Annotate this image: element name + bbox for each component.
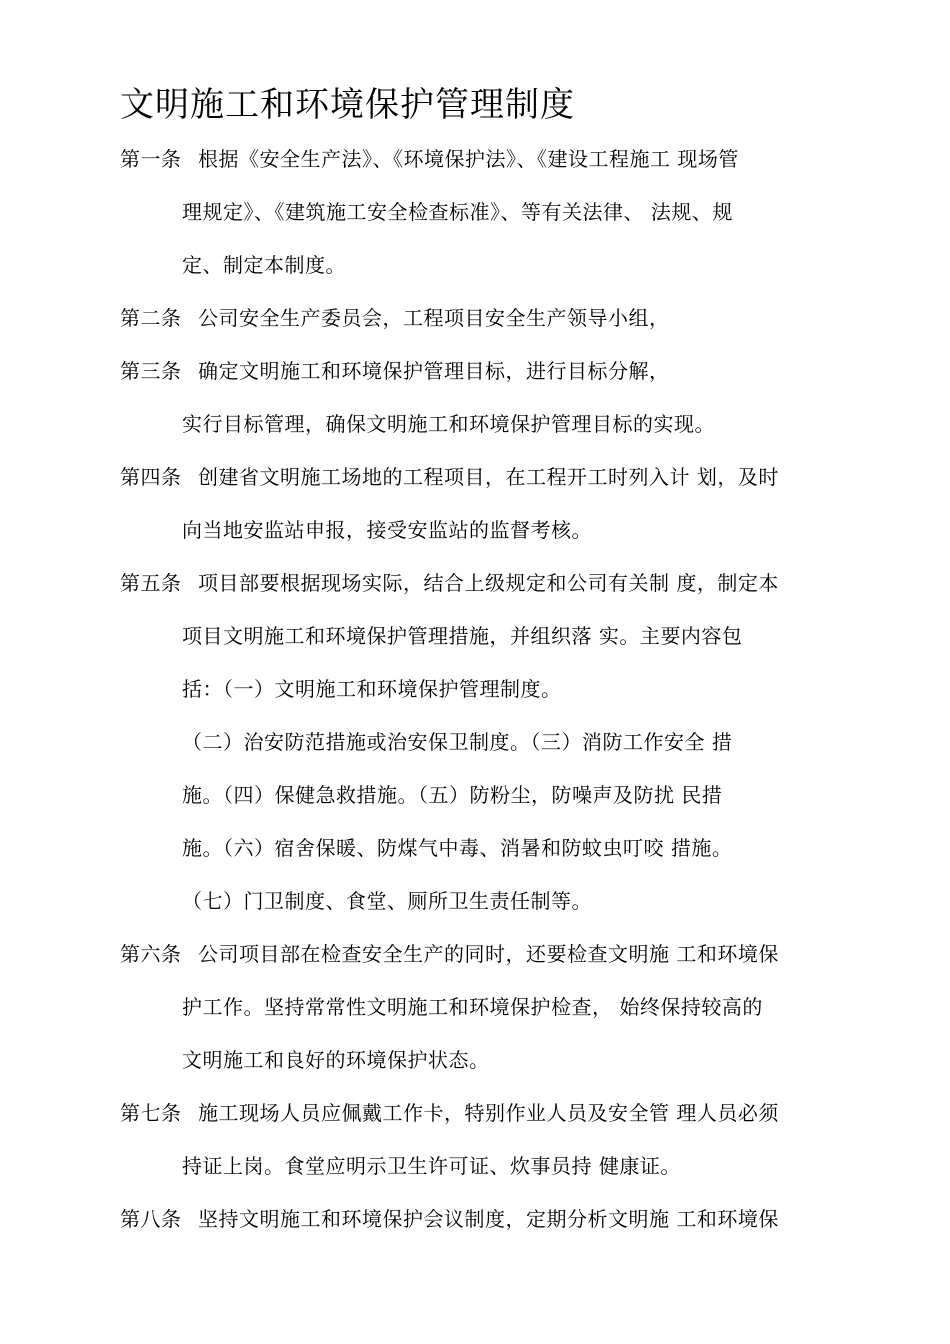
document-title: 文明施工和环境保护管理制度 [120,85,575,125]
article-number: 第五条 [120,571,182,595]
article-number: 第三条 [120,359,182,383]
article-number: 第一条 [120,147,182,171]
article-text-line: 坚持文明施工和环境保护会议制度，定期分析文明施 工和环境保 [198,1207,779,1231]
article-text-line: 实行目标管理，确保文明施工和环境保护管理目标的实现。 [182,412,715,436]
article-number: 第八条 [120,1207,182,1231]
article-text-line: 施。（四）保健急救措施。（五）防粉尘，防噪声及防扰 民措 [182,783,723,807]
article-text-line: 创建省文明施工场地的工程项目，在工程开工时列入计 划，及时 [198,465,779,489]
article-text-line: 公司安全生产委员会，工程项目安全生产领导小组， [198,306,670,330]
article-number: 第六条 [120,942,182,966]
article-text-line: 持证上岗。食堂应明示卫生许可证、炊事员持 健康证。 [182,1154,681,1178]
article-text-line: 护工作。坚持常常性文明施工和环境保护检查， 始终保持较高的 [182,995,763,1019]
article-text-line: 括：（一）文明施工和环境保护管理制度。 [182,677,562,701]
article-text-line: 项目文明施工和环境保护管理措施，并组织落 实。主要内容包 [182,624,743,648]
article-number: 第七条 [120,1101,182,1125]
article-text-line: 项目部要根据现场实际，结合上级规定和公司有关制 度，制定本 [198,571,779,595]
article-text-line: 根据《安全生产法》、《环境保护法》、《建设工程施工 现场管 [198,147,739,171]
article-number: 第二条 [120,306,182,330]
article-text-line: 施。（六）宿舍保暖、防煤气中毒、消暑和防蚊虫叮咬 措施。 [182,836,733,860]
article-text-line: （七）门卫制度、食堂、厕所卫生责任制等。 [182,889,592,913]
article-text-line: 向当地安监站申报，接受安监站的监督考核。 [182,518,592,542]
article-text-line: 公司项目部在检查安全生产的同时，还要检查文明施 工和环境保 [198,942,779,966]
article-text-line: 文明施工和良好的环境保护状态。 [182,1048,490,1072]
article-text-line: 确定文明施工和环境保护管理目标，进行目标分解， [198,359,670,383]
article-text-line: 施工现场人员应佩戴工作卡，特别作业人员及安全管 理人员必须 [198,1101,779,1125]
article-text-line: 理规定》、《建筑施工安全检查标准》、等有关法律、 法规、规 [182,200,733,224]
article-text-line: 定、制定本制度。 [182,253,346,277]
article-text-line: （二）治安防范措施或治安保卫制度。（三）消防工作安全 措 [182,730,733,754]
article-number: 第四条 [120,465,182,489]
